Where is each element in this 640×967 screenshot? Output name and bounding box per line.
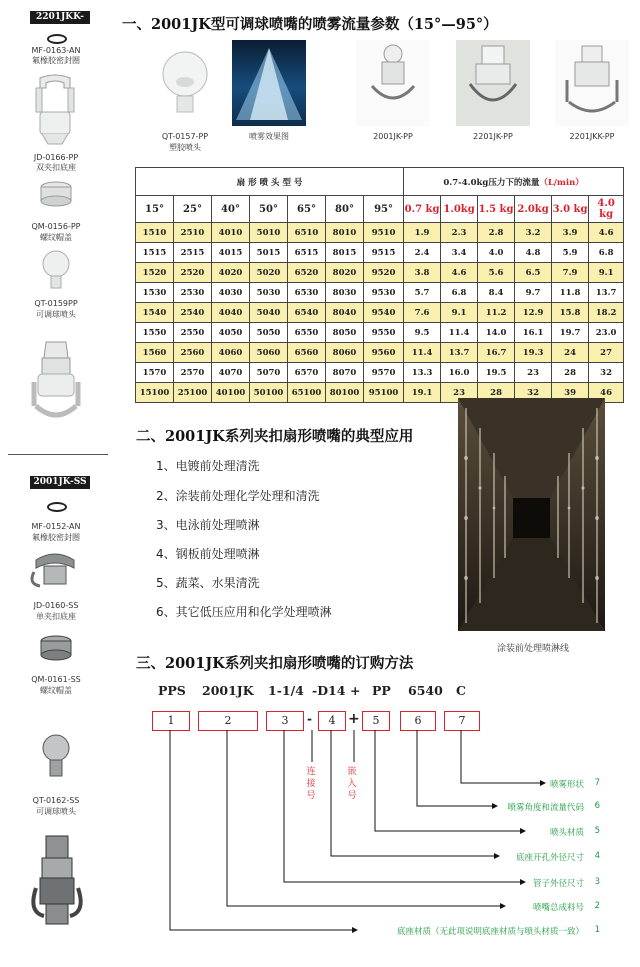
part-code: QM-0156-PP [31,222,81,231]
flow-cell: 23 [515,363,552,383]
angle-header: 65° [288,196,326,223]
flow-cell: 24 [552,343,589,363]
model-cell: 5070 [250,363,288,383]
desc-label: 底座材质（无此项说明底座材质与喷头材质一致） [396,927,584,937]
model-cell: 25100 [174,383,212,403]
model-cell: 6510 [288,223,326,243]
flow-cell: 9.5 [404,323,441,343]
model-cell: 1570 [136,363,174,383]
model-cell: 80100 [326,383,364,403]
order-box-5: 5 [362,711,390,731]
desc-label: 喷嘴总成料号 [532,903,584,913]
flow-cell: 13.7 [589,283,624,303]
flow-cell: 3.8 [404,263,441,283]
flow-cell: 46 [589,383,624,403]
model-cell: 5030 [250,283,288,303]
order-box-6: 6 [400,711,436,731]
model-cell: 2515 [174,243,212,263]
model-cell: 2560 [174,343,212,363]
flow-cell: 6.8 [441,283,478,303]
flow-cell: 1.9 [404,223,441,243]
model-cell: 6550 [288,323,326,343]
flow-cell: 3.9 [552,223,589,243]
table-header-models: 扇 形 喷 头 型 号 [136,168,404,196]
model-cell: 9550 [364,323,404,343]
photo-caption: 涂装前处理喷淋线 [496,644,569,654]
flow-cell: 4.6 [441,263,478,283]
angle-header: 15° [136,196,174,223]
flow-cell: 39 [552,383,589,403]
order-box-7: 7 [444,711,480,731]
model-cell: 2550 [174,323,212,343]
model-cell: 2510 [174,223,212,243]
model-cell: 50100 [250,383,288,403]
application-item: 4、钢板前处理喷淋 [156,547,260,561]
separator-plus: + [348,711,360,727]
flow-cell: 23.0 [589,323,624,343]
angle-header: 95° [364,196,404,223]
angle-header: 25° [174,196,212,223]
flow-cell: 2.4 [404,243,441,263]
model-cell: 65100 [288,383,326,403]
flow-cell: 27 [589,343,624,363]
flow-cell: 32 [589,363,624,383]
part-code: MF-0152-AN [31,522,81,531]
flow-header-text: 0.7-4.0kg压力下的流量 [443,177,540,188]
desc-label: 喷头材质 [549,828,584,838]
model-cell: 95100 [364,383,404,403]
application-item: 2、涂装前处理化学处理和清洗 [156,489,320,503]
application-item: 6、其它低压应用和化学处理喷淋 [156,605,332,619]
code-part: 6540 [408,683,443,698]
model-cell: 6520 [288,263,326,283]
model-cell: 9560 [364,343,404,363]
flow-cell: 23 [441,383,478,403]
angle-header: 50° [250,196,288,223]
flow-cell: 3.2 [515,223,552,243]
desc-num: 1 [594,925,600,935]
flow-cell: 5.7 [404,283,441,303]
flow-cell: 6.5 [515,263,552,283]
flow-cell: 32 [515,383,552,403]
flow-cell: 2.3 [441,223,478,243]
code-part: + [350,683,361,698]
flow-cell: 9.1 [589,263,624,283]
desc-num: 4 [594,851,600,861]
model-cell: 40100 [212,383,250,403]
flow-cell: 6.8 [589,243,624,263]
flow-cell: 9.1 [441,303,478,323]
model-cell: 6515 [288,243,326,263]
model-cell: 5010 [250,223,288,243]
model-cell: 4015 [212,243,250,263]
model-cell: 4070 [212,363,250,383]
desc-num: 5 [594,826,600,836]
application-item: 3、电泳前处理喷淋 [156,518,260,532]
model-cell: 5020 [250,263,288,283]
flow-cell: 9.7 [515,283,552,303]
model-cell: 8020 [326,263,364,283]
order-box-1: 1 [152,711,190,731]
model-cell: 9570 [364,363,404,383]
angle-header: 80° [326,196,364,223]
model-cell: 6540 [288,303,326,323]
code-part: 2001JK [202,683,254,698]
connector-label: 连接号 [306,767,316,801]
pressure-header: 0.7 kg [404,196,441,223]
model-cell: 4040 [212,303,250,323]
model-cell: 9510 [364,223,404,243]
part-code: JD-0160-SS [33,601,79,610]
flow-cell: 16.1 [515,323,552,343]
part-name: 螺纹帽盖 [40,686,72,695]
model-cell: 6530 [288,283,326,303]
flow-cell: 28 [478,383,515,403]
flow-cell: 8.4 [478,283,515,303]
model-cell: 8015 [326,243,364,263]
model-cell: 4030 [212,283,250,303]
desc-label: 管子外径尺寸 [532,879,584,889]
flow-cell: 28 [552,363,589,383]
code-part: -D14 [312,683,346,698]
part-name: 螺纹帽盖 [40,233,72,242]
section3-title: 三、2001JK系列夹扣扇形喷嘴的订购方法 [136,655,414,672]
model-cell: 9515 [364,243,404,263]
flow-cell: 5.9 [552,243,589,263]
flow-cell: 19.7 [552,323,589,343]
desc-num: 7 [594,778,600,788]
model-cell: 1540 [136,303,174,323]
part-code: MF-0163-AN [31,46,81,55]
flow-cell: 16.7 [478,343,515,363]
model-cell: 5015 [250,243,288,263]
flow-cell: 15.8 [552,303,589,323]
model-cell: 6570 [288,363,326,383]
desc-num: 3 [594,877,600,887]
flow-cell: 7.6 [404,303,441,323]
application-item: 1、电镀前处理清洗 [156,459,260,473]
pressure-header: 1.5 kg [478,196,515,223]
code-part: C [456,683,466,698]
part-code: QT-0159PP [34,299,78,308]
pressure-header: 1.0kg [441,196,478,223]
flow-cell: 11.4 [441,323,478,343]
model-cell: 6560 [288,343,326,363]
model-cell: 2520 [174,263,212,283]
part-code: JD-0166-PP [33,153,79,162]
section2-title: 二、2001JK系列夹扣扇形喷嘴的典型应用 [136,428,414,445]
flow-cell: 19.3 [515,343,552,363]
sidebar-tag-top: 2201JKK-PP [30,11,90,24]
application-item: 5、蔬菜、水果清洗 [156,576,260,590]
order-box-4: 4 [318,711,346,731]
model-cell: 4010 [212,223,250,243]
thumb-caption: 喷雾效果图 [249,132,289,141]
flow-header-unit: （L/min） [539,177,584,188]
model-cell: 8010 [326,223,364,243]
flow-cell: 3.4 [441,243,478,263]
flow-cell: 4.8 [515,243,552,263]
flow-cell: 14.0 [478,323,515,343]
model-cell: 9540 [364,303,404,323]
model-cell: 4050 [212,323,250,343]
model-cell: 8040 [326,303,364,323]
flow-cell: 11.4 [404,343,441,363]
part-code: QM-0161-SS [31,675,81,684]
pressure-header: 2.0kg [515,196,552,223]
flow-cell: 11.8 [552,283,589,303]
model-cell: 1510 [136,223,174,243]
model-cell: 1515 [136,243,174,263]
flow-cell: 11.2 [478,303,515,323]
model-cell: 8060 [326,343,364,363]
flow-cell: 4.0 [478,243,515,263]
model-cell: 2570 [174,363,212,383]
flow-cell: 19.5 [478,363,515,383]
part-code: QT-0162-SS [32,796,80,805]
desc-label: 喷雾角度和流量代码 [507,803,584,813]
flow-cell: 7.9 [552,263,589,283]
flow-cell: 2.8 [478,223,515,243]
model-cell: 5050 [250,323,288,343]
thumb-caption: 2201JK-PP [473,132,513,141]
thumb-caption: QT-0157-PP [161,132,209,141]
flow-cell: 13.7 [441,343,478,363]
model-cell: 1530 [136,283,174,303]
desc-label: 喷雾形状 [549,780,584,790]
model-cell: 4020 [212,263,250,283]
model-cell: 9520 [364,263,404,283]
thumb-caption: 2001JK-PP [373,132,413,141]
part-name: 可调球喷头 [36,310,76,319]
code-part: PPS [158,683,186,698]
section1-title: 一、2001JK型可调球喷嘴的喷雾流量参数（15°—95°） [122,16,498,33]
part-name: 氟橡胶密封圈 [32,56,80,65]
code-part: 1-1/4 [268,683,304,698]
model-cell: 1560 [136,343,174,363]
model-cell: 8070 [326,363,364,383]
part-name: 双夹扣底座 [36,163,76,172]
flow-cell: 5.6 [478,263,515,283]
order-box-2: 2 [198,711,258,731]
sidebar-tag-bottom: 2001JK-SS [30,476,90,489]
thumb-caption: 2201JKK-PP [569,132,615,141]
flow-cell: 4.6 [589,223,624,243]
model-cell: 5060 [250,343,288,363]
desc-num: 2 [594,901,600,911]
flow-cell: 13.3 [404,363,441,383]
thumb-caption: 塑胶喷头 [169,143,201,152]
model-cell: 2540 [174,303,212,323]
pressure-header: 4.0 kg [589,196,624,223]
separator-dash: - [307,712,312,726]
desc-num: 6 [594,801,600,811]
model-cell: 8050 [326,323,364,343]
model-cell: 1550 [136,323,174,343]
flow-cell: 18.2 [589,303,624,323]
part-name: 可调球喷头 [36,807,76,816]
model-cell: 2530 [174,283,212,303]
flow-cell: 19.1 [404,383,441,403]
model-cell: 5040 [250,303,288,323]
model-cell: 9530 [364,283,404,303]
model-cell: 8030 [326,283,364,303]
desc-label: 底座开孔外径尺寸 [515,853,584,863]
model-cell: 15100 [136,383,174,403]
model-cell: 1520 [136,263,174,283]
model-cell: 4060 [212,343,250,363]
flow-cell: 16.0 [441,363,478,383]
part-name: 单夹扣底座 [36,612,76,621]
code-part: PP [372,683,391,698]
angle-header: 40° [212,196,250,223]
flow-cell: 12.9 [515,303,552,323]
order-box-3: 3 [266,711,304,731]
pressure-header: 3.0 kg [552,196,589,223]
insert-label: 嵌入号 [347,767,357,801]
part-name: 氟橡胶密封圈 [32,533,80,542]
